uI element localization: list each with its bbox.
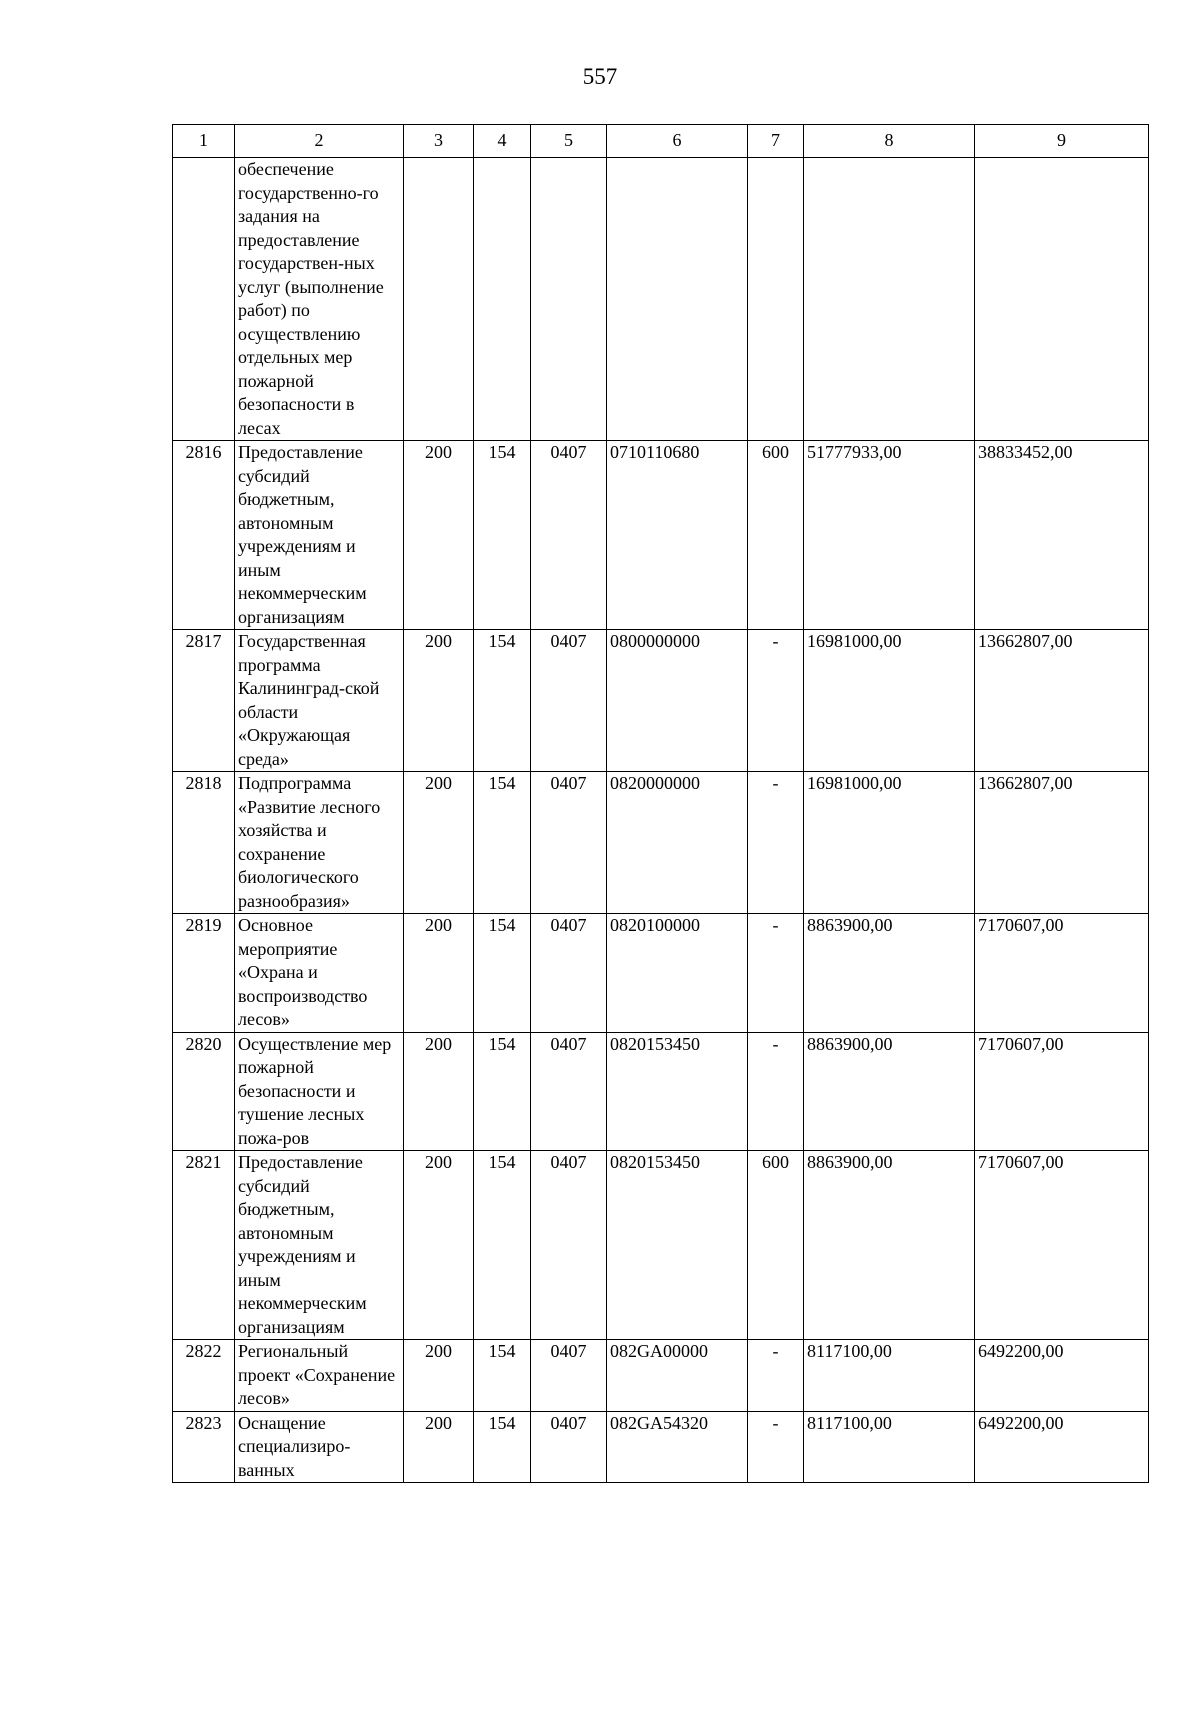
cell-col6: 0820100000 [607, 914, 748, 1033]
cell-col5: 0407 [531, 1340, 607, 1412]
cell-col6: 0820153450 [607, 1151, 748, 1340]
cell-col9: 6492200,00 [975, 1411, 1149, 1483]
cell-col8: 16981000,00 [804, 772, 975, 914]
row-name: обеспечение государственно-го задания на предоставление государствен-ных услуг (выполнение работ) по осуществлению отдельных мер пожарной безопасности в лесах [235, 158, 404, 441]
row-name: Основное мероприятие «Охрана и воспроизводство лесов» [235, 914, 404, 1033]
row-name: Предоставление субсидий бюджетным, автономным учреждениям и иным некоммерческим организациям [235, 1151, 404, 1340]
table-header-row [173, 125, 1149, 158]
cell-col7: - [748, 914, 804, 1033]
cell-col6: 0820000000 [607, 772, 748, 914]
table-row [173, 1032, 1149, 1151]
cell-col4: 154 [474, 772, 531, 914]
cell-col7: - [748, 630, 804, 772]
cell-col6: 0710110680 [607, 441, 748, 630]
column-header: 1 [173, 125, 235, 158]
column-header: 5 [531, 125, 607, 158]
cell-col9: 6492200,00 [975, 1340, 1149, 1412]
page-number: 557 [582, 64, 618, 89]
row-number: 2819 [173, 914, 235, 1033]
row-number: 2822 [173, 1340, 235, 1412]
cell-col5: 0407 [531, 914, 607, 1033]
row-name: Предоставление субсидий бюджетным, автономным учреждениям и иным некоммерческим организациям [235, 441, 404, 630]
cell-col8: 8863900,00 [804, 1032, 975, 1151]
row-name: Государственная программа Калининград-ской области «Окружающая среда» [235, 630, 404, 772]
cell-col7 [748, 158, 804, 441]
cell-col3 [404, 158, 474, 441]
cell-col7: - [748, 1411, 804, 1483]
cell-col3: 200 [404, 1340, 474, 1412]
row-name: Оснащение специализиро-ванных [235, 1411, 404, 1483]
cell-col4: 154 [474, 1151, 531, 1340]
row-name: Осуществление мер пожарной безопасности и тушение лесных пожа-ров [235, 1032, 404, 1151]
cell-col5 [531, 158, 607, 441]
table-row [173, 441, 1149, 630]
cell-col3: 200 [404, 772, 474, 914]
cell-col6: 082GA54320 [607, 1411, 748, 1483]
row-name: Подпрограмма «Развитие лесного хозяйства и сохранение биологического разнообразия» [235, 772, 404, 914]
table-row [173, 158, 1149, 441]
table-row [173, 1151, 1149, 1340]
cell-col9: 38833452,00 [975, 441, 1149, 630]
column-header: 9 [975, 125, 1149, 158]
column-header: 2 [235, 125, 404, 158]
cell-col4: 154 [474, 1411, 531, 1483]
table-row [173, 914, 1149, 1033]
budget-table [172, 124, 1149, 1483]
cell-col5: 0407 [531, 1151, 607, 1340]
column-header: 6 [607, 125, 748, 158]
cell-col3: 200 [404, 914, 474, 1033]
row-number: 2823 [173, 1411, 235, 1483]
table-row [173, 630, 1149, 772]
column-header: 3 [404, 125, 474, 158]
cell-col8: 8117100,00 [804, 1411, 975, 1483]
cell-col9: 7170607,00 [975, 914, 1149, 1033]
cell-col7: - [748, 1032, 804, 1151]
cell-col4: 154 [474, 441, 531, 630]
row-number: 2816 [173, 441, 235, 630]
cell-col5: 0407 [531, 630, 607, 772]
column-header: 8 [804, 125, 975, 158]
cell-col7: 600 [748, 1151, 804, 1340]
cell-col4: 154 [474, 630, 531, 772]
cell-col6: 0800000000 [607, 630, 748, 772]
table-row [173, 772, 1149, 914]
cell-col5: 0407 [531, 1032, 607, 1151]
cell-col4: 154 [474, 1032, 531, 1151]
row-name: Региональный проект «Сохранение лесов» [235, 1340, 404, 1412]
cell-col7: - [748, 772, 804, 914]
cell-col9 [975, 158, 1149, 441]
cell-col8: 8863900,00 [804, 1151, 975, 1340]
column-header: 7 [748, 125, 804, 158]
cell-col7: 600 [748, 441, 804, 630]
cell-col5: 0407 [531, 441, 607, 630]
cell-col4: 154 [474, 914, 531, 1033]
cell-col3: 200 [404, 1411, 474, 1483]
cell-col9: 13662807,00 [975, 630, 1149, 772]
cell-col5: 0407 [531, 1411, 607, 1483]
row-number [173, 158, 235, 441]
row-number: 2817 [173, 630, 235, 772]
cell-col3: 200 [404, 1032, 474, 1151]
cell-col7: - [748, 1340, 804, 1412]
cell-col5: 0407 [531, 772, 607, 914]
row-number: 2818 [173, 772, 235, 914]
cell-col9: 7170607,00 [975, 1151, 1149, 1340]
cell-col3: 200 [404, 441, 474, 630]
cell-col6 [607, 158, 748, 441]
cell-col8: 8863900,00 [804, 914, 975, 1033]
cell-col6: 0820153450 [607, 1032, 748, 1151]
cell-col8 [804, 158, 975, 441]
cell-col3: 200 [404, 630, 474, 772]
cell-col8: 8117100,00 [804, 1340, 975, 1412]
cell-col6: 082GA00000 [607, 1340, 748, 1412]
table-row [173, 1411, 1149, 1483]
cell-col4 [474, 158, 531, 441]
cell-col8: 51777933,00 [804, 441, 975, 630]
cell-col3: 200 [404, 1151, 474, 1340]
column-header: 4 [474, 125, 531, 158]
row-number: 2820 [173, 1032, 235, 1151]
cell-col9: 13662807,00 [975, 772, 1149, 914]
cell-col4: 154 [474, 1340, 531, 1412]
cell-col9: 7170607,00 [975, 1032, 1149, 1151]
table-row [173, 1340, 1149, 1412]
row-number: 2821 [173, 1151, 235, 1340]
cell-col8: 16981000,00 [804, 630, 975, 772]
